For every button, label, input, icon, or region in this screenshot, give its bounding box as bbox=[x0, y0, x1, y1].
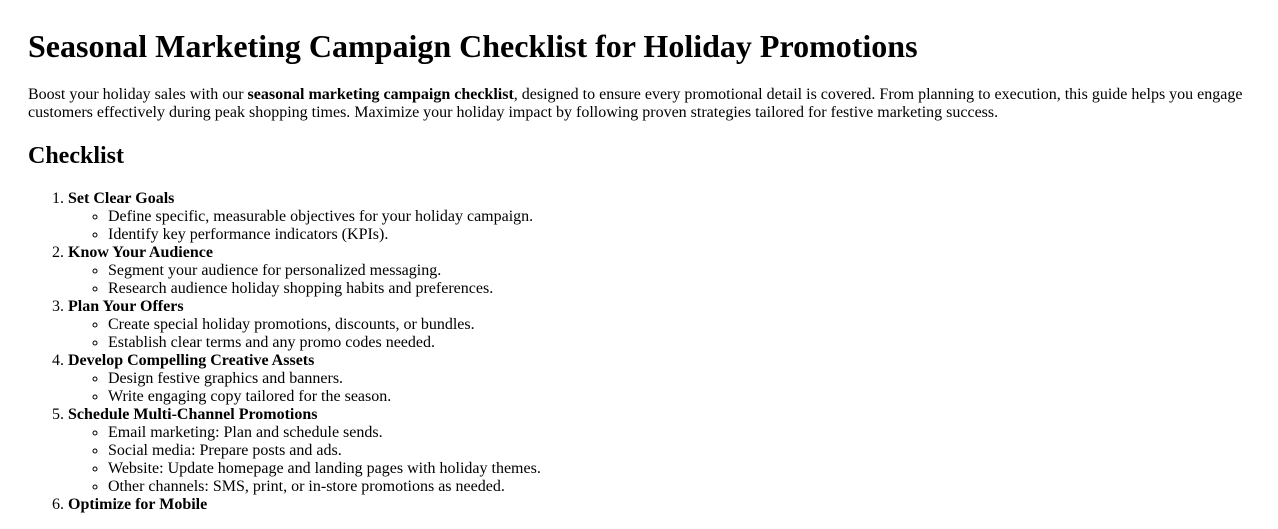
checklist-step bbox=[68, 496, 1270, 514]
step-sublist bbox=[68, 316, 1270, 352]
step-item: ◦ Create special holiday promotions, discounts, or bundles. bbox=[108, 316, 1270, 334]
checklist-step bbox=[68, 352, 1270, 406]
intro-paragraph bbox=[28, 86, 1253, 122]
intro-text-after: , designed to ensure every promotional detail is covered. From planning to execution, this guide helps you engage customers effectively during peak shopping times. Maximize your holiday impact by following proven strategies tailored for festive marketing success. bbox=[28, 86, 1243, 121]
step-item: ◦ Research audience holiday shopping habits and preferences. bbox=[108, 280, 1270, 298]
intro-text-bold: seasonal marketing campaign checklist bbox=[247, 86, 514, 103]
checklist-step bbox=[68, 298, 1270, 352]
checklist-steps bbox=[28, 190, 1270, 514]
step-item: ◦ Design festive graphics and banners. bbox=[108, 370, 1270, 388]
step-sublist bbox=[68, 208, 1270, 244]
checklist-step bbox=[68, 244, 1270, 298]
step-sublist bbox=[68, 370, 1270, 406]
step-item: ◦ Write engaging copy tailored for the season. bbox=[108, 388, 1270, 406]
checklist-heading: Checklist bbox=[28, 143, 124, 169]
step-sublist bbox=[68, 424, 1270, 496]
step-item: ◦ Email marketing: Plan and schedule sends. bbox=[108, 424, 1270, 442]
step-item: ◦ Establish clear terms and any promo codes needed. bbox=[108, 334, 1270, 352]
checklist-step bbox=[68, 190, 1270, 244]
step-item: ◦ Define specific, measurable objectives for your holiday campaign. bbox=[108, 208, 1270, 226]
document-page bbox=[0, 28, 1278, 514]
intro-text-before: Boost your holiday sales with our bbox=[28, 86, 248, 103]
step-title: Schedule Multi-Channel Promotions bbox=[68, 406, 318, 423]
step-title: Know Your Audience bbox=[68, 244, 213, 261]
step-title: Plan Your Offers bbox=[68, 298, 184, 315]
step-sublist bbox=[68, 262, 1270, 298]
step-title: Optimize for Mobile bbox=[68, 496, 208, 513]
step-item: ◦ Segment your audience for personalized messaging. bbox=[108, 262, 1270, 280]
checklist-step bbox=[68, 406, 1270, 496]
step-item: ◦ Website: Update homepage and landing pages with holiday themes. bbox=[108, 460, 1270, 478]
step-item: ◦ Social media: Prepare posts and ads. bbox=[108, 442, 1270, 460]
step-title: Develop Compelling Creative Assets bbox=[68, 352, 315, 369]
page-title: Seasonal Marketing Campaign Checklist for Holiday Promotions bbox=[28, 28, 918, 64]
step-title: Set Clear Goals bbox=[68, 190, 175, 207]
step-item: ◦ Identify key performance indicators (KPIs). bbox=[108, 226, 1270, 244]
step-item: ◦ Other channels: SMS, print, or in-store promotions as needed. bbox=[108, 478, 1270, 496]
